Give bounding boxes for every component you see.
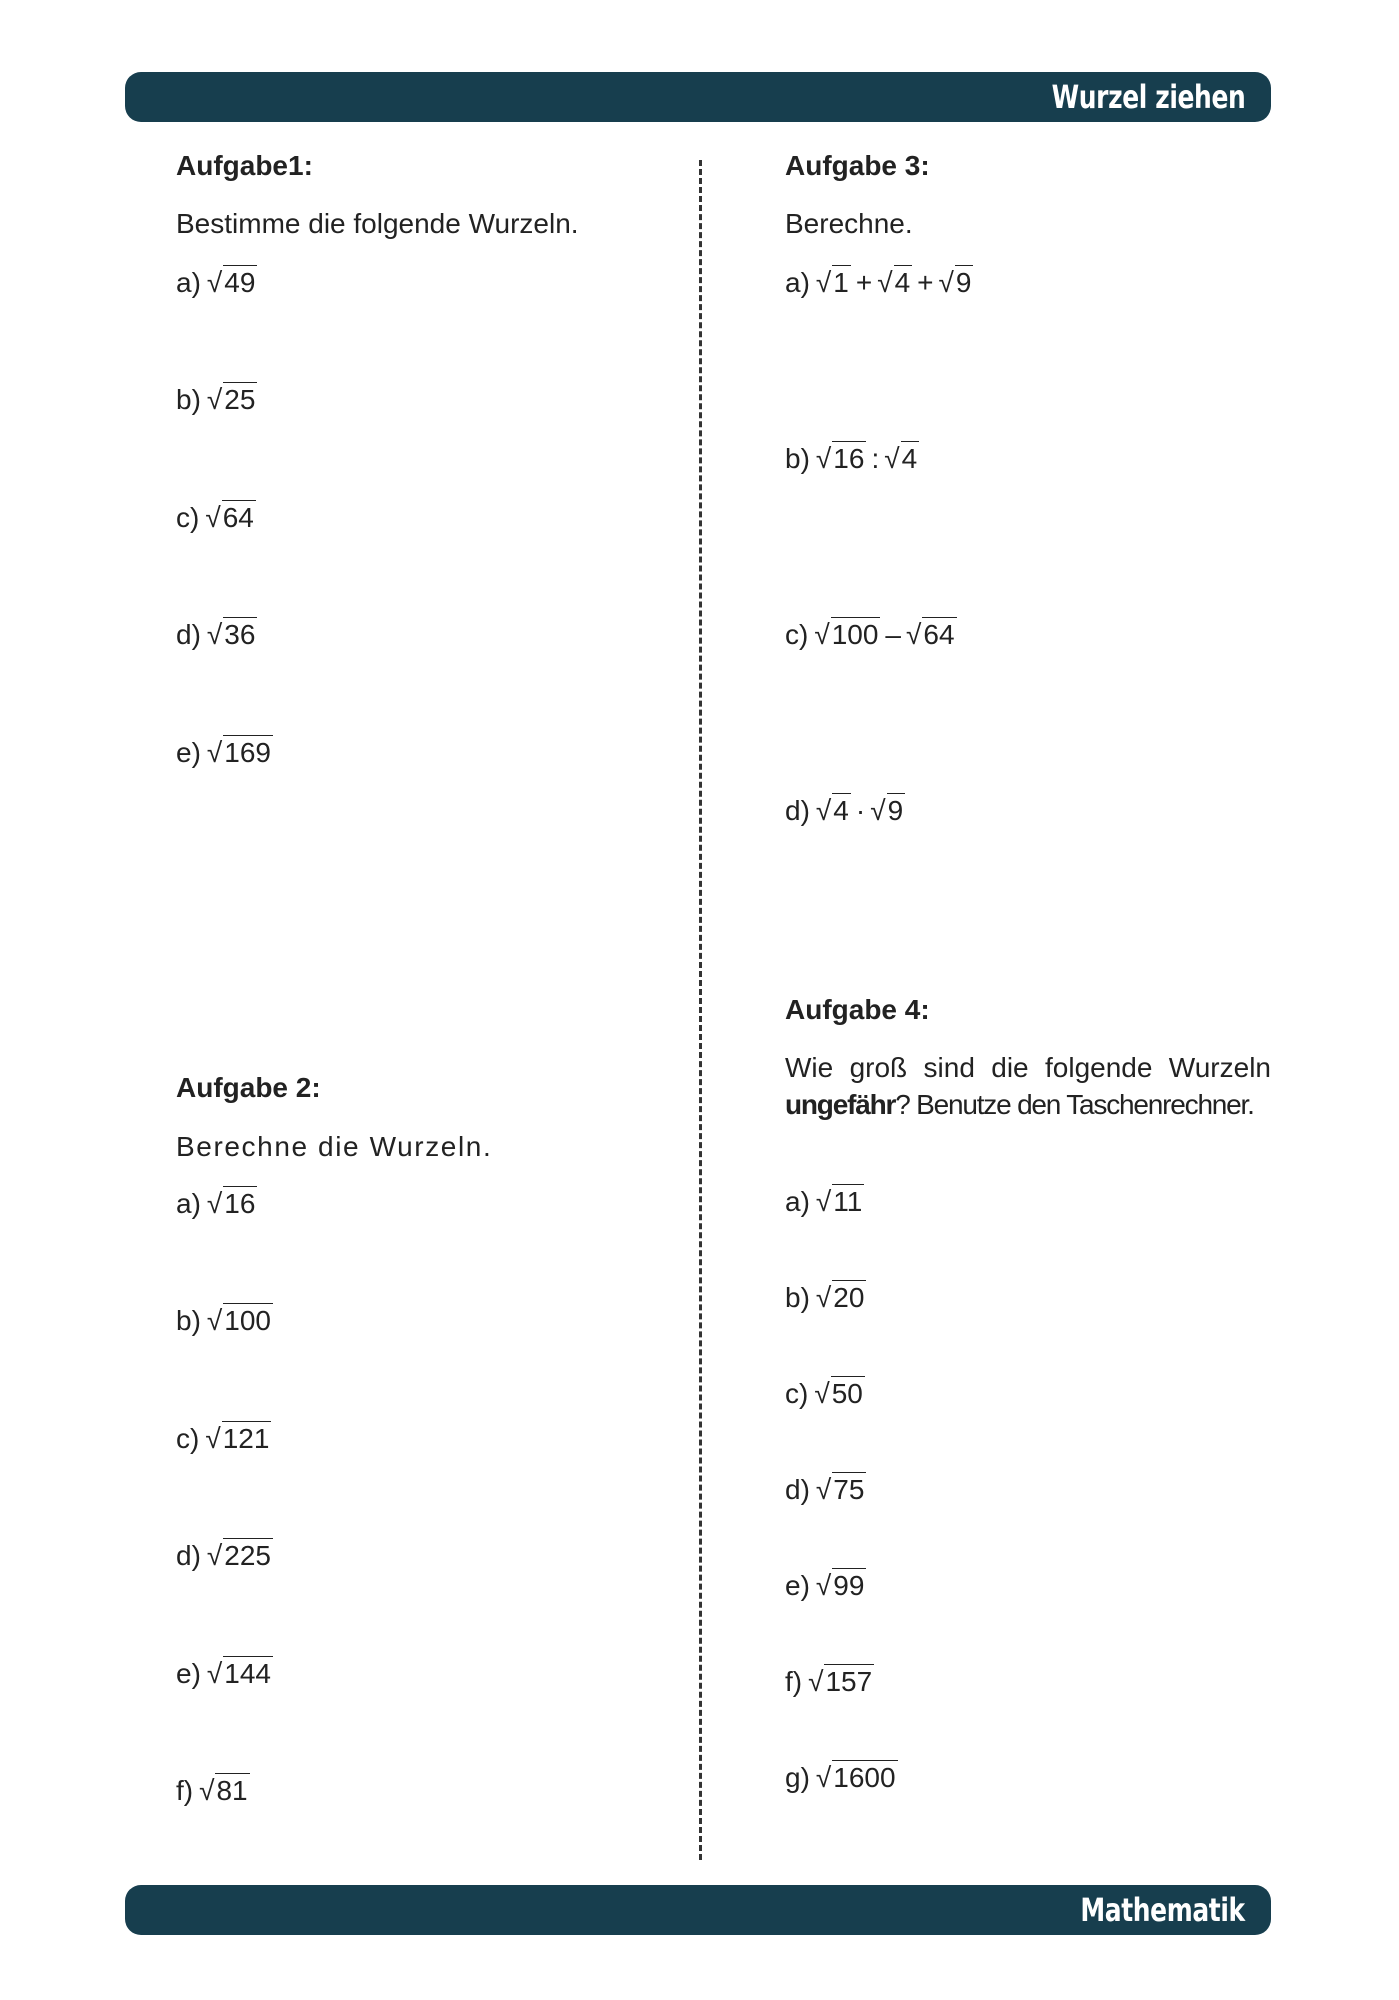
sqrt-symbol: √	[206, 267, 223, 298]
radicand: 50	[831, 1378, 863, 1409]
task-2-item-e: e) √144	[176, 1658, 271, 1689]
sqrt-symbol: √	[815, 1282, 832, 1313]
task-4-heading: Aufgabe 4:	[785, 994, 930, 1025]
task-3-item-c: c) √100 – √64	[785, 619, 955, 650]
sqrt-symbol: √	[815, 1474, 832, 1505]
radicand: 157	[825, 1666, 873, 1697]
task-1-item-e: e) √169	[176, 737, 271, 768]
task-3-item-b: b) √16 : √4	[785, 443, 918, 474]
sqrt-symbol: √	[815, 267, 832, 298]
radicand: 4	[901, 443, 918, 474]
sqrt-symbol: √	[938, 267, 954, 298]
sqrt-symbol: √	[814, 1378, 830, 1409]
task-4-item-f: f) √157	[785, 1666, 873, 1697]
sqrt-symbol: √	[814, 619, 830, 650]
task-3-item-a: a) √1 + √4 + √9	[785, 267, 972, 298]
column-divider	[699, 160, 702, 1860]
task-3-instruction: Berechne.	[785, 208, 913, 239]
sqrt-symbol: √	[815, 795, 832, 826]
sqrt-symbol: √	[815, 1570, 832, 1601]
emphasis-ungefaehr: ungefähr	[785, 1089, 896, 1120]
sqrt-symbol: √	[884, 443, 900, 474]
radicand: 4	[833, 795, 849, 826]
radicand: 100	[831, 619, 879, 650]
radicand: 16	[833, 443, 865, 474]
task-4-item-g: g) √1600	[785, 1762, 896, 1793]
sqrt-symbol: √	[877, 267, 893, 298]
radicand: 25	[224, 384, 256, 415]
task-3-heading: Aufgabe 3:	[785, 150, 930, 181]
sqrt-symbol: √	[206, 384, 223, 415]
sqrt-symbol: √	[205, 502, 221, 533]
radicand: 100	[224, 1305, 271, 1336]
sqrt-symbol: √	[205, 1423, 221, 1454]
radicand: 169	[224, 737, 271, 768]
radicand: 9	[955, 267, 972, 298]
footer-title: Mathematik	[1080, 1891, 1245, 1929]
operator: :	[871, 443, 880, 474]
task-1-heading: Aufgabe1:	[176, 150, 313, 181]
task-4-instruction-line1: Wie groß sind die folgende Wurzeln	[785, 1052, 1271, 1083]
sqrt-symbol: √	[199, 1775, 215, 1806]
radicand: 121	[222, 1423, 270, 1454]
task-2-item-a: a) √16	[176, 1188, 256, 1219]
sqrt-symbol: √	[906, 619, 922, 650]
task-4-item-e: e) √99	[785, 1570, 865, 1601]
radicand: 99	[833, 1570, 865, 1601]
sqrt-symbol: √	[815, 443, 832, 474]
task-2-item-f: f) √81	[176, 1775, 248, 1806]
task-1-item-d: d) √36	[176, 619, 256, 650]
task-4-item-b: b) √20	[785, 1282, 865, 1313]
radicand: 11	[833, 1186, 863, 1217]
footer-bar	[125, 1885, 1271, 1935]
radicand: 64	[222, 502, 254, 533]
radicand: 9	[887, 795, 904, 826]
sqrt-symbol: √	[206, 1540, 223, 1571]
sqrt-symbol: √	[815, 1186, 832, 1217]
radicand: 225	[224, 1540, 271, 1571]
operator: –	[885, 619, 901, 650]
sqrt-symbol: √	[815, 1762, 832, 1793]
task-4-item-d: d) √75	[785, 1474, 865, 1505]
operator: ·	[855, 795, 866, 826]
sqrt-symbol: √	[808, 1666, 824, 1697]
sqrt-symbol: √	[206, 1305, 223, 1336]
header-bar	[125, 72, 1271, 122]
radicand: 4	[894, 267, 911, 298]
task-2-item-c: c) √121	[176, 1423, 270, 1454]
radicand: 1	[833, 267, 849, 298]
sqrt-symbol: √	[206, 1658, 223, 1689]
operator: +	[855, 267, 873, 298]
task-2-instruction: Berechne die Wurzeln.	[176, 1131, 493, 1162]
radicand: 20	[833, 1282, 865, 1313]
radicand: 49	[224, 267, 256, 298]
radicand: 36	[224, 619, 256, 650]
header-title: Wurzel ziehen	[1051, 78, 1245, 116]
task-3-item-d: d) √4 · √9	[785, 795, 904, 826]
radicand: 64	[923, 619, 955, 650]
task-1-instruction: Bestimme die folgende Wurzeln.	[176, 208, 579, 239]
instruction-rest: ? Benutze den Taschenrechner.	[895, 1089, 1254, 1120]
radicand: 81	[216, 1775, 248, 1806]
sqrt-symbol: √	[206, 619, 223, 650]
task-1-item-b: b) √25	[176, 384, 256, 415]
radicand: 75	[833, 1474, 865, 1505]
task-4-item-c: c) √50	[785, 1378, 863, 1409]
task-1-item-a: a) √49	[176, 267, 256, 298]
operator: +	[917, 267, 934, 298]
sqrt-symbol: √	[206, 1188, 223, 1219]
task-4-instruction-line2	[785, 1089, 1254, 1121]
task-2-item-d: d) √225	[176, 1540, 271, 1571]
sqrt-symbol: √	[206, 737, 223, 768]
radicand: 16	[224, 1188, 256, 1219]
radicand: 144	[224, 1658, 271, 1689]
task-2-item-b: b) √100	[176, 1305, 271, 1336]
sqrt-symbol: √	[870, 795, 886, 826]
task-4-item-a: a) √11	[785, 1186, 863, 1217]
task-2-heading: Aufgabe 2:	[176, 1072, 321, 1103]
task-1-item-c: c) √64	[176, 502, 254, 533]
radicand: 1600	[833, 1762, 896, 1793]
